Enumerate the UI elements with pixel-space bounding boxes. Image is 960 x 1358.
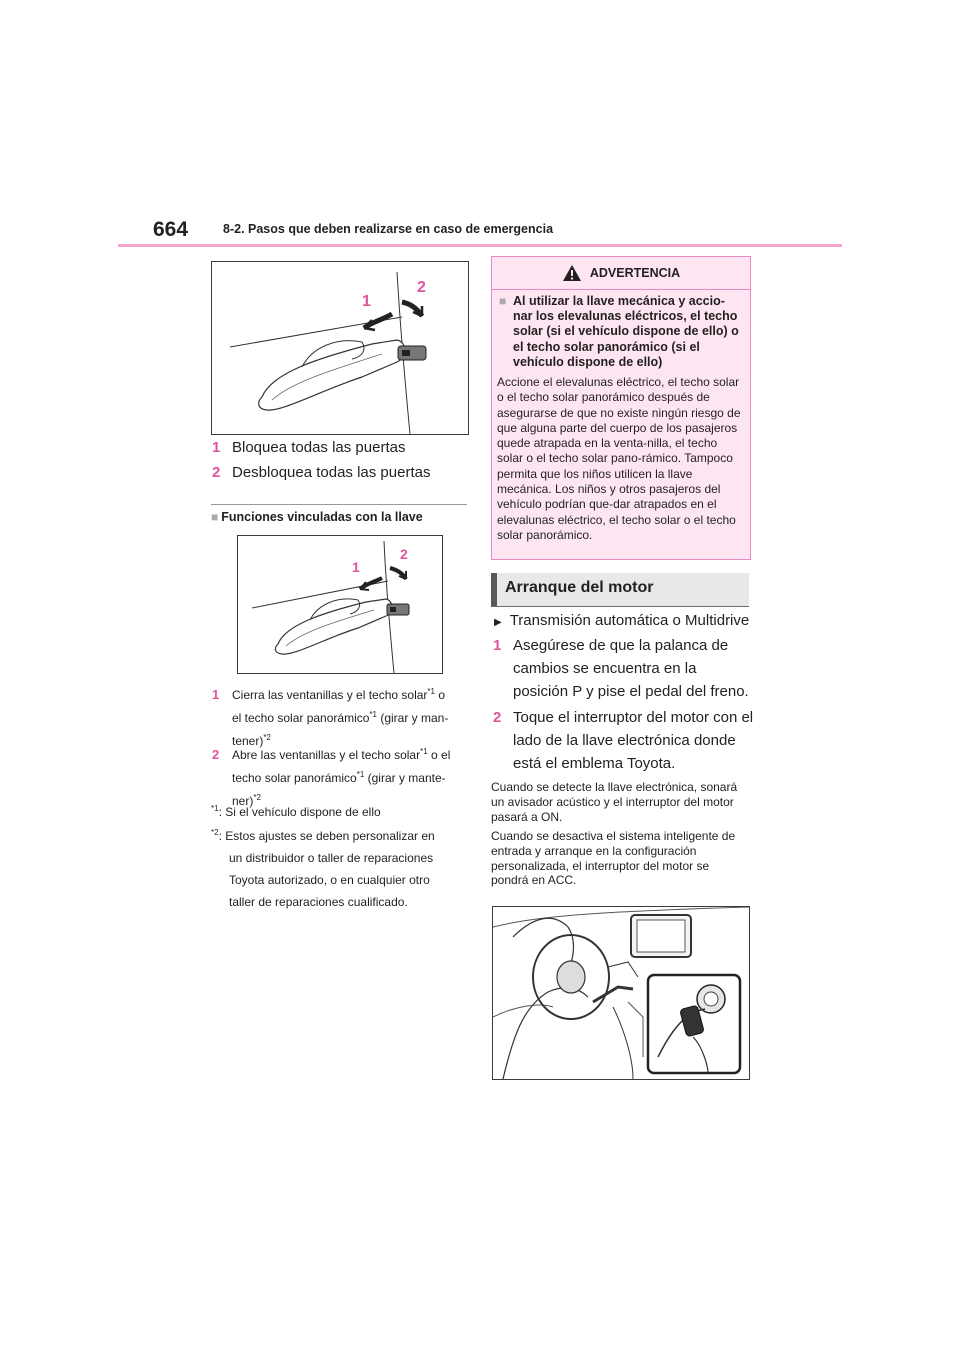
item-number: 1: [212, 687, 220, 702]
footnote-ref: *2: [253, 793, 261, 802]
caption-unlock: [212, 464, 430, 481]
door-handle-illustration-2: [238, 536, 442, 673]
caption-text: Bloquea todas las puertas: [232, 439, 406, 456]
square-bullet-icon: ■: [499, 294, 507, 308]
step-number: 2: [493, 709, 502, 726]
section-heading-engine-start: [491, 573, 749, 607]
footnote-mark: *1: [211, 804, 219, 813]
figure-label-1: 1: [352, 559, 360, 575]
paragraph-acc: Cuando se desactiva el sistema inteligente de entrada y arranque en la configuración personalizada, el interruptor del motor se pondrá en ACC.: [491, 829, 736, 888]
caption-number: 1: [212, 439, 221, 456]
step-text: posición P y pise el pedal del freno.: [513, 683, 749, 700]
footnote-text: un distribuidor o taller de reparaciones: [229, 851, 434, 865]
warning-body: Accione el elevalunas eléctrico, el techo solar o el techo solar panorámico después de asegurarse de que no existe ningún riesgo de que alguna parte del cuerpo de los pasajeros quede atrapada en la venta-nilla, el techo solar o el techo solar pano-rámico. Tampoco permita que los niños utilicen la llave mecánica. Los niños y otros pasajeros del vehículo podrían que-dar atrapados en el elevalunas eléctrico, el techo solar o el techo solar panorámico.: [497, 375, 741, 542]
step-number: 1: [493, 637, 502, 654]
footnote-2: [211, 822, 471, 913]
footnote-mark: *2: [211, 828, 219, 837]
footnote-text: : Estos ajustes se deben personalizar en: [218, 829, 435, 843]
warning-header: [492, 257, 750, 290]
engine-step-1: [493, 634, 755, 703]
door-handle-illustration: [212, 262, 468, 434]
footnote-text: taller de reparaciones cualificado.: [229, 895, 408, 909]
section-heading-text: Arranque del motor: [505, 579, 654, 596]
item-text: (girar y man-: [376, 711, 449, 725]
footnote-1: [211, 798, 381, 823]
linked-functions-heading: [211, 510, 423, 524]
item-text: ner): [232, 794, 254, 808]
step-text: Toque el interruptor del motor con el: [513, 709, 754, 726]
warning-title: ADVERTENCIA: [589, 266, 681, 280]
door-handle-figure-2: [237, 535, 443, 674]
figure-label-2: 2: [417, 279, 426, 296]
driver-engine-switch-illustration: [493, 907, 749, 1079]
heading-text: Funciones vinculadas con la llave: [221, 510, 423, 524]
square-bullet-icon: ■: [211, 510, 219, 524]
figure-label-1: 1: [362, 293, 371, 310]
door-handle-figure: [211, 261, 469, 435]
page-number: 664: [153, 218, 189, 241]
item-text: o: [434, 688, 445, 702]
paragraph-on: Cuando se detecte la llave electrónica, sonará un avisador acústico y el interruptor del motor pasará a ON.: [491, 780, 738, 824]
item-number: 2: [212, 747, 220, 762]
transmission-type: [494, 612, 749, 629]
step-text: lado de la llave electrónica donde: [513, 732, 736, 749]
footnote-ref: *2: [263, 733, 271, 742]
warning-heading: [499, 294, 743, 370]
warning-triangle-icon: [562, 264, 582, 282]
triangle-bullet-icon: ▶: [494, 617, 502, 628]
section-title: 8-2. Pasos que deben realizarse en caso de emergencia: [223, 222, 554, 236]
step-text: está el emblema Toyota.: [513, 755, 676, 772]
item-text: Abre las ventanillas y el techo solar: [232, 748, 421, 762]
caption-lock: [212, 439, 405, 456]
footnote-ref: *1: [356, 770, 365, 779]
engine-start-figure: [492, 906, 750, 1080]
footnote-ref: *1: [369, 710, 377, 719]
transmission-text: Transmisión automática o Multidrive: [509, 612, 750, 629]
item-text: el techo solar panorámico: [232, 711, 370, 725]
heading-bar: [491, 573, 497, 606]
caption-text: Desbloquea todas las puertas: [232, 464, 431, 481]
footnote-ref: *1: [427, 687, 435, 696]
step-text: cambios se encuentra en la: [513, 660, 697, 677]
step-text: Asegúrese de que la palanca de: [513, 637, 729, 654]
divider: [211, 504, 467, 505]
linked-item-close: [212, 682, 472, 751]
item-text: Cierra las ventanillas y el techo solar: [232, 688, 428, 702]
header-rule: [118, 244, 842, 247]
footnote-text: : Si el vehículo dispone de ello: [218, 805, 381, 819]
warning-box: [491, 256, 751, 560]
item-text: (girar y mante-: [364, 771, 446, 785]
caption-number: 2: [212, 464, 221, 481]
figure-label-2: 2: [400, 546, 408, 562]
item-text: o el: [427, 748, 451, 762]
item-text: tener): [232, 734, 264, 748]
item-text: techo solar panorámico: [232, 771, 357, 785]
engine-step-2: [493, 706, 755, 775]
footnote-text: Toyota autorizado, o en cualquier otro: [229, 873, 430, 887]
warning-heading-text: Al utilizar la llave mecánica y accio-nar los elevalunas eléctricos, el techo solar (si el vehículo dispone de ello) o el techo solar panorámico (si el vehículo dispone de ello): [513, 294, 739, 369]
footnote-ref: *1: [420, 747, 428, 756]
